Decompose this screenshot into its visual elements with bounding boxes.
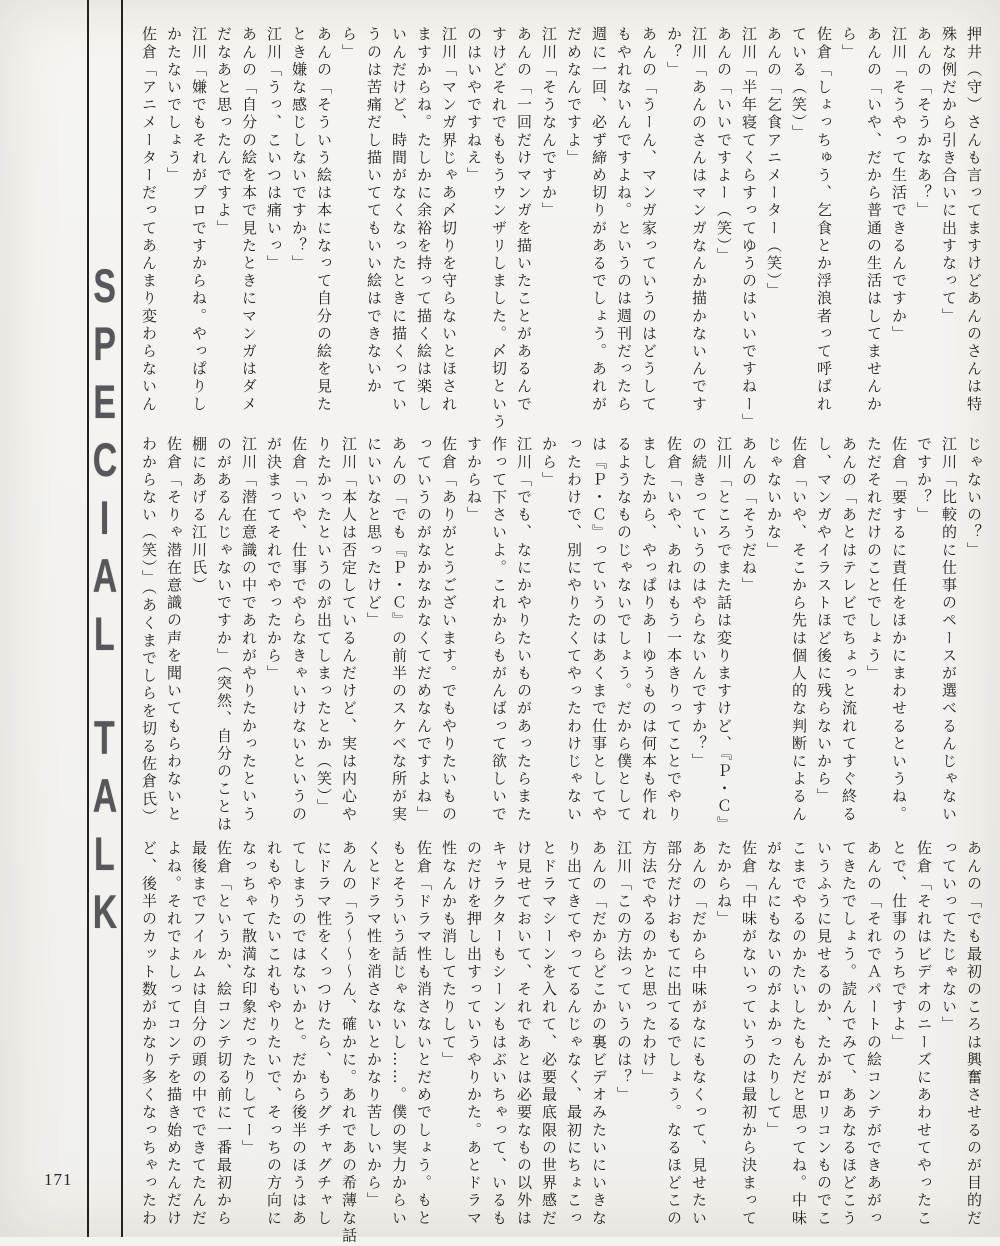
text-column: 佐倉「要するに責任をほかにまわせるというね。 xyxy=(890,436,908,824)
logo-letter: E xyxy=(93,374,116,428)
text-column: し、マンガやイラストほど後に残らないから」 xyxy=(815,436,833,806)
text-column: 性なんかも消してたりして」 xyxy=(440,840,458,1069)
text-column: がなんにもないのがよかったりして」 xyxy=(765,840,783,1140)
text-column: とき嫌な感じしないですか？」 xyxy=(290,26,308,273)
text-column: りたかったというのが出てしまったとか（笑）」 xyxy=(315,436,333,816)
text-column: の続きっていうのはやらないんですか？」 xyxy=(690,436,708,771)
text-column: 江川「半年寝てくらすってゆうのはいいですねー」 xyxy=(740,26,758,431)
text-column: 殊な例だから引き合いに出すなって」 xyxy=(940,26,958,326)
text-column: は『Ｐ・Ｃ』っていうのはあくまで仕事としてや xyxy=(590,436,608,824)
text-column: 佐倉「アニメーターだってあんまり変わらないん xyxy=(140,26,158,414)
text-column: こまでやるのかたいしたもんだと思ってね。中味 xyxy=(790,840,808,1228)
text-column: じゃないの？」 xyxy=(965,436,983,560)
text-column: ですか？」 xyxy=(915,436,933,524)
text-column: れもやりたいこれもやりたいで、そっちの方向に xyxy=(265,840,283,1228)
text-column: 佐倉「ありがとうございます。でもやりたいもの xyxy=(440,436,458,824)
text-column: のはいやですねえ」 xyxy=(465,26,483,185)
text-column: かたないでしょう」 xyxy=(165,26,183,185)
text-column: 江川「あんのさんはマンガなんか描かないんです xyxy=(690,26,708,414)
text-column: だめなんですよ」 xyxy=(565,26,583,167)
text-column: っていうのがなかなかなくてだめなんですよね」 xyxy=(415,436,433,824)
text-column: り出てきてやってるんじゃなく、最初にちょこっ xyxy=(565,840,583,1228)
text-column: だなあと思ったんですよ」 xyxy=(215,26,233,238)
text-column: あんの「う～～～ん、確かに。あれであの希薄な話 xyxy=(340,840,358,1245)
text-column: 江川「本人は否定しているんだけど、実は内心や xyxy=(340,436,358,824)
text-column: のがあるんじゃないですか」（突然、自分のことは xyxy=(215,436,233,834)
text-column: のだけを押し出すっていうやりかた。あとドラマ xyxy=(465,840,483,1228)
text-column: あんの「だからどこかの裏ビデオみたいにいきな xyxy=(590,840,608,1228)
text-column: ら」 xyxy=(840,26,858,62)
text-column: もやれないんですよね。というのは週刊だったら xyxy=(615,26,633,414)
text-column: なっちゃて散満な印象だったりしてー」 xyxy=(240,840,258,1157)
logo-letter: L xyxy=(94,606,115,660)
text-column: もとそういう話じゃないし……。僕の実力からい xyxy=(390,840,408,1228)
text-column: 江川「マンガ界じゃあ〆切りを守らないとほされ xyxy=(440,26,458,414)
text-column: が決まってそれでやったから」 xyxy=(265,436,283,683)
text-column: わからない（笑）」（あくまでしらを切る佐倉氏） xyxy=(140,436,158,826)
text-column: 部分だけおもてに出てるでしょう。なるほどこの xyxy=(665,840,683,1228)
text-column: か？」 xyxy=(665,26,683,79)
text-column: 江川「そうなんですか」 xyxy=(540,26,558,220)
text-column: っていってたじゃない」 xyxy=(940,840,958,1034)
logo-letter: I xyxy=(99,490,110,544)
text-column: 佐倉「というか、絵コンテ切る前に一番最初から xyxy=(215,840,233,1228)
text-column: ら」 xyxy=(340,26,358,62)
text-column: うのは苦痛だし描いててもいい絵はできないか xyxy=(365,26,383,396)
text-column: てきたでしょう。読んでみて、ああなるほどこう xyxy=(840,840,858,1228)
text-column: 佐倉「中味がないっていうのは最初から決まって xyxy=(740,840,758,1228)
text-column: 週に一回、必ず締め切りがあるでしょう。あれが xyxy=(590,26,608,414)
text-column: あんの「うーん、マンガ家っていうのはどうして xyxy=(640,26,658,414)
text-column: ったわけで、別にやりたくてやったわけじゃない xyxy=(565,436,583,824)
logo-letter: L xyxy=(94,826,115,880)
text-column: 佐倉「しょっちゅう、乞食とか浮浪者って呼ばれ xyxy=(815,26,833,414)
text-column: てしまうのではないかと。だから後半のほうはあ xyxy=(290,840,308,1228)
text-column: くとドラマ性を消さないとかなり苦しいから」 xyxy=(365,840,383,1210)
text-column: 江川「この方法っていうのは？」 xyxy=(615,840,633,1104)
interview-text-band-middle xyxy=(134,436,986,842)
logo-letter: A xyxy=(92,548,117,602)
text-column: 江川「でも、なにかやりたいものがあったらまた xyxy=(515,436,533,824)
text-column: あんの「そうかなあ？」 xyxy=(915,26,933,220)
text-column: 佐倉「そりゃ潜在意識の声を聞いてもらわないと xyxy=(165,436,183,824)
text-column: 江川「嫌でもそれがプロですからね。やっぱりし xyxy=(190,26,208,414)
text-column: るようなものじゃないでしょう。だから僕として xyxy=(615,436,633,824)
text-column: あんの「あとはテレビでちょっと流れてすぐ終る xyxy=(840,436,858,824)
text-column: あんの「そういう絵は本になって自分の絵を見た xyxy=(315,26,333,414)
text-column: いうふうに見せるのか、たかがロリコンものでこ xyxy=(815,840,833,1228)
text-column: とドラマシーンを入れて、必要最底限の世界感だ xyxy=(540,840,558,1228)
text-column: 佐倉「いや、仕事でやらなきゃいけないというの xyxy=(290,436,308,824)
text-column: 江川「うっ、こいつは痛いっ」 xyxy=(265,26,283,273)
text-column: あんの「いや、だから普通の生活はしてませんか xyxy=(865,26,883,414)
text-column: あんの「自分の絵を本で見たときにマンガはダメ xyxy=(240,26,258,414)
text-column: いんだけど、時間がなくなったときに描くってい xyxy=(390,26,408,414)
text-column: ますからね。たしかに余裕を持って描く絵は楽し xyxy=(415,26,433,414)
text-column: 佐倉「それはビデオのニーズにあわせてやったこ xyxy=(915,840,933,1228)
text-column: ましたから、やっぱりあーゆうものは何本も作れ xyxy=(640,436,658,824)
special-talk-logo xyxy=(88,256,121,940)
text-column: じゃないかな」 xyxy=(765,436,783,560)
logo-letter: A xyxy=(92,768,117,822)
text-column: あんの「そうだね」 xyxy=(740,436,758,595)
text-column: 江川「そうやって生活できるんですか」 xyxy=(890,26,908,343)
text-column: け見せておいて、それであとは必要なもの以外は xyxy=(515,840,533,1228)
text-column: あんの「一回だけマンガを描いたことがあるんで xyxy=(515,26,533,414)
text-column: 佐倉「いや、あれはもう一本きりってことでやり xyxy=(665,436,683,824)
text-column: あんの「乞食アニメーター（笑）」 xyxy=(765,26,783,301)
text-column: すからね」 xyxy=(465,436,483,524)
text-column: とで、仕事のうちですよ」 xyxy=(890,840,908,1052)
text-column: ただそれだけのことでしょう」 xyxy=(865,436,883,683)
text-column: 棚にあげる江川氏） xyxy=(190,436,208,595)
text-column: あんの「いいですよー（笑）」 xyxy=(715,26,733,265)
text-column: あんの「でも『Ｐ・Ｃ』の前半のスケベな所が実 xyxy=(390,436,408,824)
text-column: にいいなと思ったけど」 xyxy=(365,436,383,630)
text-column: ている（笑）」 xyxy=(790,26,808,142)
page-number: 171 xyxy=(44,1170,73,1189)
logo-letter: T xyxy=(94,710,115,764)
text-column: よね。それでよしってコンテを描き始めたんだけ xyxy=(165,840,183,1228)
text-column: たからね」 xyxy=(715,840,733,928)
text-column: 佐倉「ドラマ性も消さないとだめでしょう。もと xyxy=(415,840,433,1228)
text-column: あんの「だから中味がなにもなくって、見せたい xyxy=(690,840,708,1228)
logo-letter: K xyxy=(92,884,117,938)
text-column: あんの「それでＡパートの絵コンテができあがっ xyxy=(865,840,883,1228)
text-column: 最後までフイルムは自分の頭の中でできてたんだ xyxy=(190,840,208,1228)
text-column: 押井（守）さんも言ってますけどあんのさんは特 xyxy=(965,26,983,414)
text-column: 方法でやるのかと思ったわけ」 xyxy=(640,840,658,1087)
text-column: あんの「でも最初のころは興奮させるのが目的だ xyxy=(965,840,983,1228)
vertical-rule-right xyxy=(121,0,123,1237)
logo-letter: P xyxy=(93,316,116,370)
logo-letter: C xyxy=(92,432,117,486)
text-column: すけどそれでももうウンザリしました。〆切という xyxy=(490,26,508,431)
text-column: キャラクターもシーンもはぶいちゃって、いるも xyxy=(490,840,508,1228)
interview-text-band-top xyxy=(134,26,986,432)
text-column: にドラマ性をくっつけたら、もうグチャグチャし xyxy=(315,840,333,1228)
interview-text-band-bottom xyxy=(134,840,986,1246)
text-column: 佐倉「いや、そこから先は個人的な判断によるん xyxy=(790,436,808,824)
logo-letter: S xyxy=(93,258,116,312)
text-column: 江川「ところでまた話は変りますけど、『Ｐ・Ｃ』 xyxy=(715,436,733,834)
text-column: 江川「潜在意識の中であれがやりたかったという xyxy=(240,436,258,824)
text-column: 江川「比較的に仕事のペースが選べるんじゃない xyxy=(940,436,958,824)
text-column: 作って下さいよ。これからもがんばって欲しいで xyxy=(490,436,508,824)
text-column: ど、後半のカット数がかなり多くなっちゃったわ xyxy=(140,840,158,1228)
text-column: から」 xyxy=(540,436,558,489)
